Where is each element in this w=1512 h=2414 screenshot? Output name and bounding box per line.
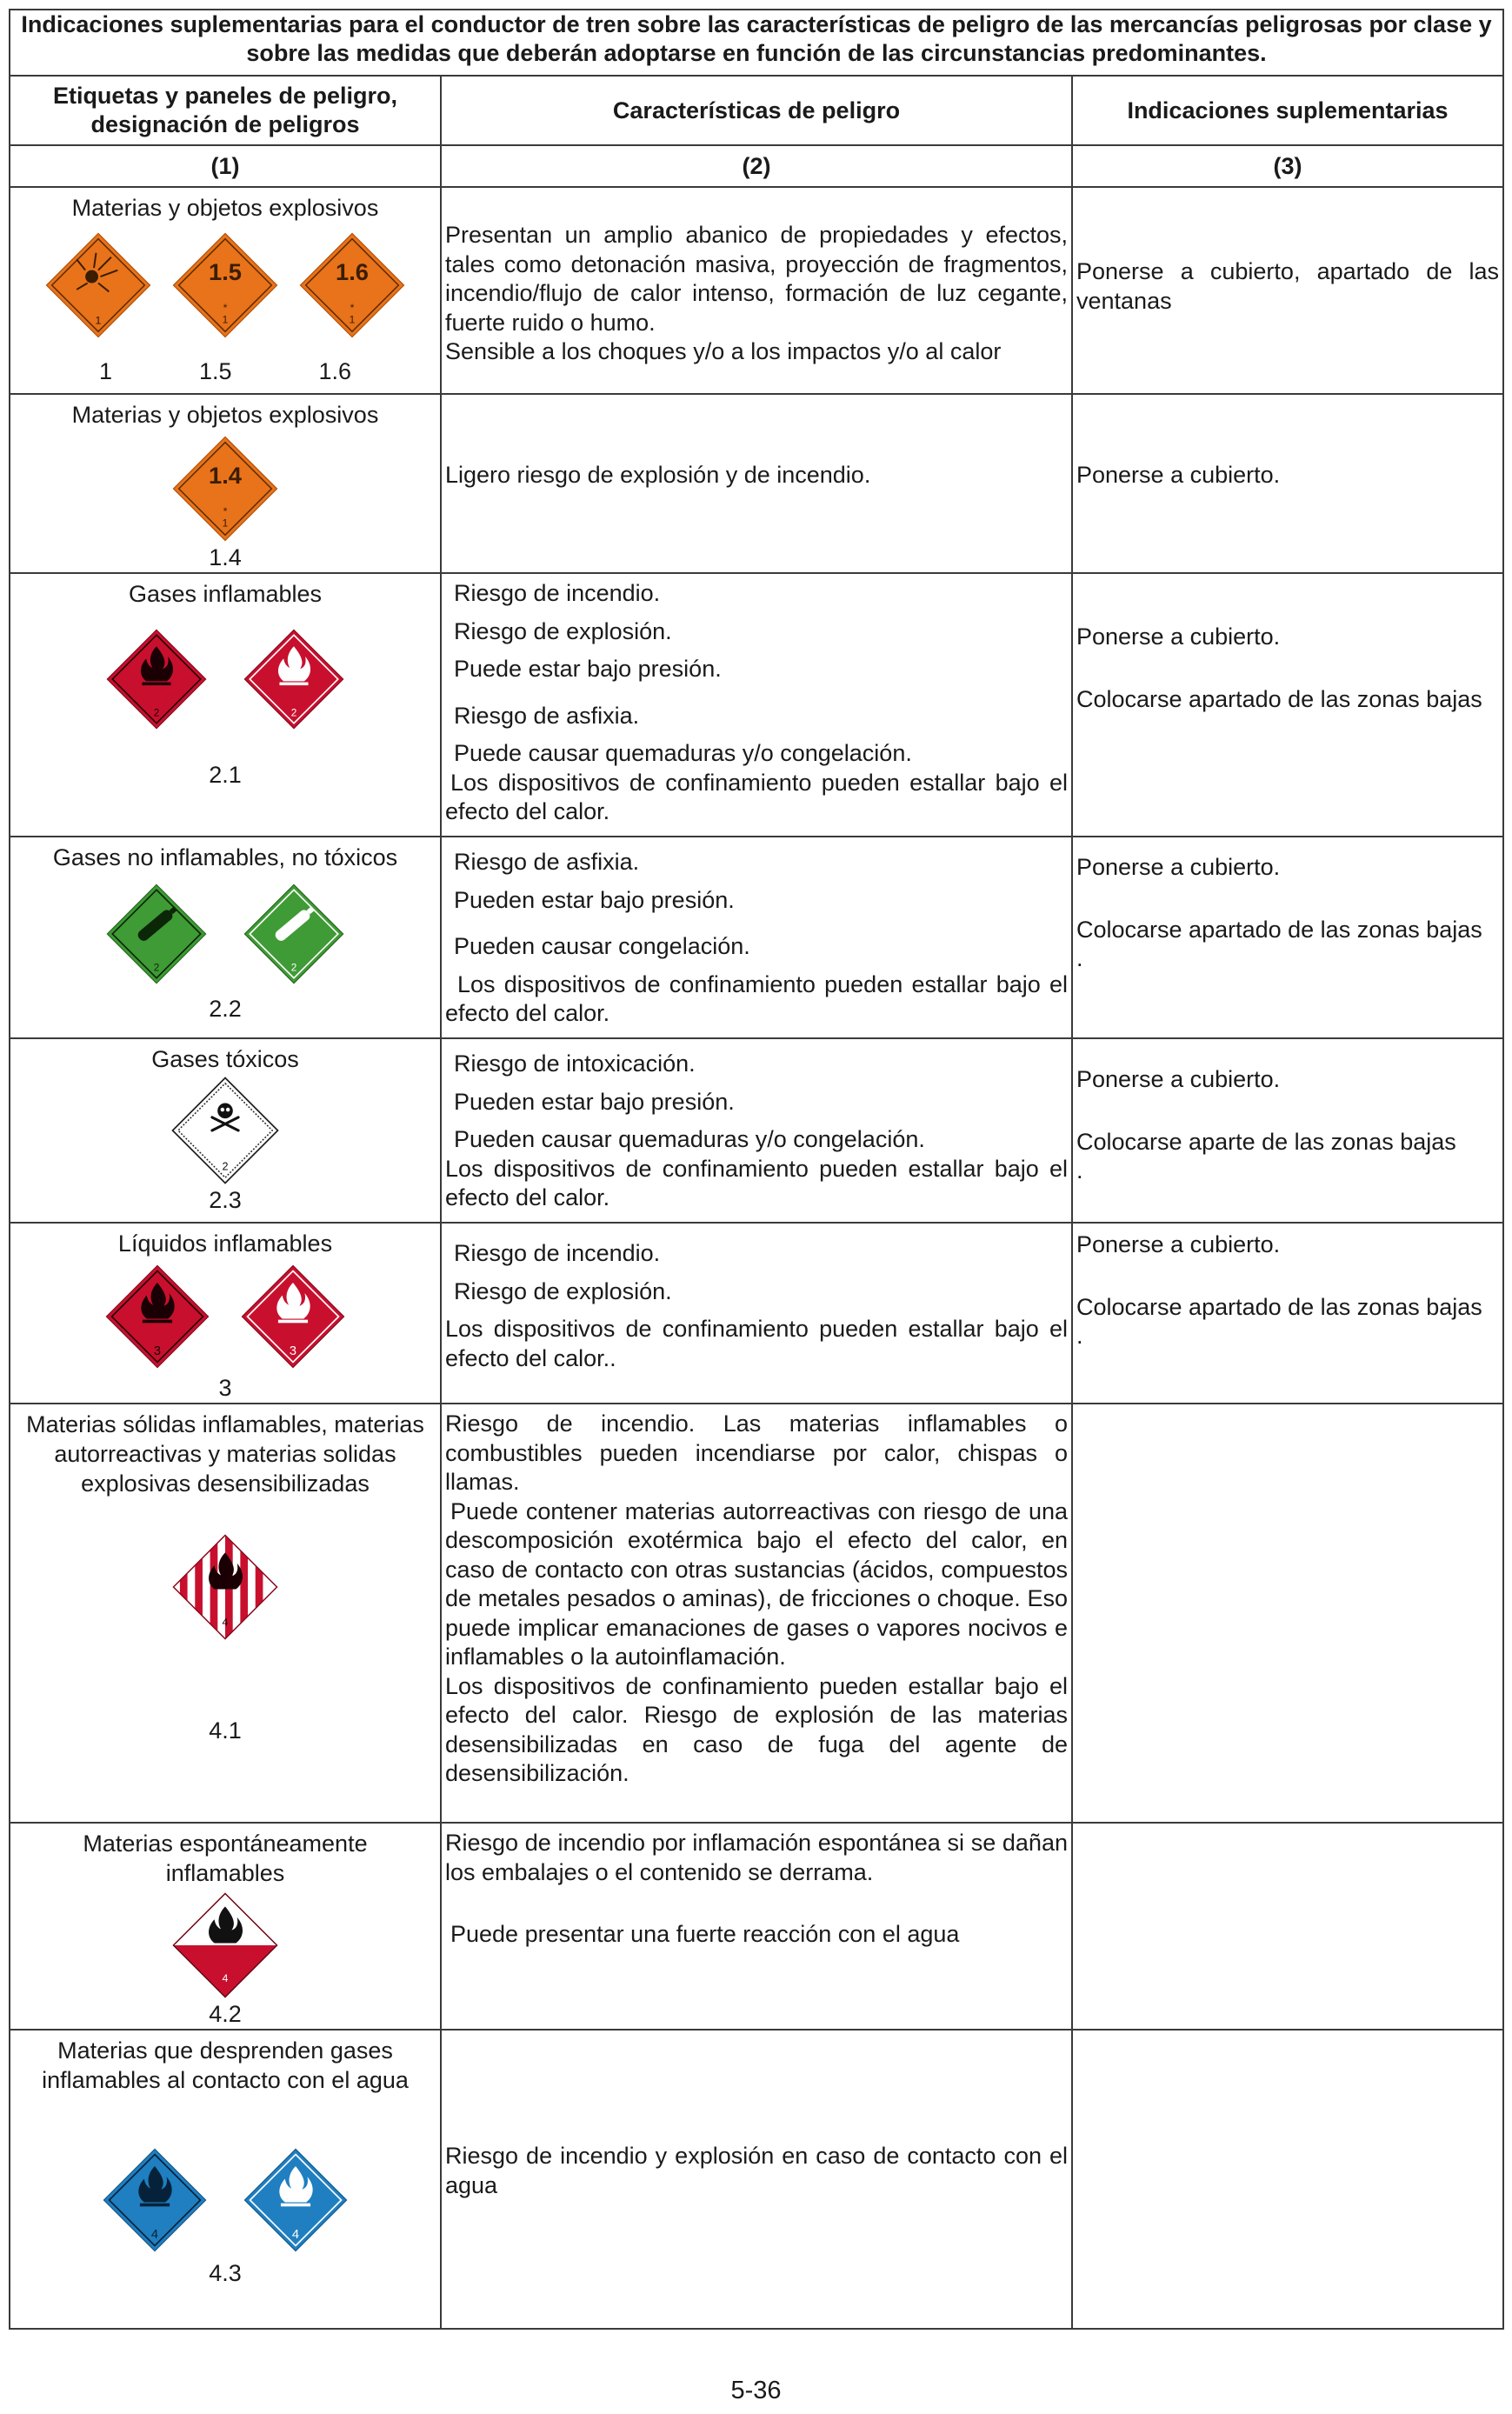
hazard-text: Riesgo de incendio. xyxy=(454,580,661,606)
class-name: Gases inflamables xyxy=(128,581,323,607)
hazard-text: Presentan un amplio abanico de propiedades y efectos, tales como detonación masiva, proyección de fragmentos, incendio/flujo de calor intenso, formación de luz cegante, fuerte ruido o humo. xyxy=(445,222,1068,336)
table-row xyxy=(10,2030,1503,2329)
svg-text:2: 2 xyxy=(153,962,160,974)
explosive-bomb-icon xyxy=(44,231,152,339)
table-row xyxy=(10,187,1503,394)
hazard-text: Ligero riesgo de explosión y de incendio. xyxy=(445,462,871,488)
hazard-text: Puede estar bajo presión. xyxy=(454,656,722,682)
table-row xyxy=(10,394,1503,573)
explosive-1-5-placard-icon xyxy=(171,231,279,339)
class-code: 1.4 xyxy=(209,544,242,570)
action-text: Colocarse apartado de las zonas bajas xyxy=(1076,685,1482,712)
svg-text:*: * xyxy=(350,301,355,314)
action-text: Ponerse a cubierto. xyxy=(1076,1066,1281,1092)
hazard-text: Riesgo de incendio por inflamación espontánea si se dañan los embalajes o el contenido se derrama. xyxy=(445,1830,1068,1885)
action-text: Ponerse a cubierto. xyxy=(1076,854,1281,880)
hazard-text: Riesgo de asfixia. xyxy=(454,702,640,729)
action-text: Colocarse aparte de las zonas bajas xyxy=(1076,1128,1456,1155)
class-name: Gases tóxicos xyxy=(151,1046,299,1072)
col-number-3: (3) xyxy=(1072,145,1503,187)
placard-division: 1.5 xyxy=(209,257,242,285)
hazard-text: Puede causar quemaduras y/o congelación. xyxy=(454,740,912,766)
svg-text:2: 2 xyxy=(153,707,160,719)
hazard-text: Puede presentar una fuerte reacción con el agua xyxy=(450,1921,960,1947)
table-row xyxy=(10,1404,1503,1823)
hazard-text: Pueden estar bajo presión. xyxy=(454,886,735,913)
hazard-text: Los dispositivos de confinamiento pueden estallar bajo el efecto del calor. xyxy=(445,1155,1068,1210)
placard-division: 1.6 xyxy=(336,257,369,285)
svg-text:4: 4 xyxy=(150,2227,159,2242)
class-code: 1 xyxy=(98,358,112,384)
svg-text:2: 2 xyxy=(290,707,297,719)
class-code: 4.2 xyxy=(209,2001,242,2027)
table-row xyxy=(10,573,1503,837)
class-code: 2.2 xyxy=(209,996,242,1022)
hazard-text: Sensible a los choques y/o a los impactos y/o al calor xyxy=(445,338,1002,364)
svg-text:2: 2 xyxy=(290,962,297,974)
hazard-text: Pueden estar bajo presión. xyxy=(454,1088,735,1115)
skull-crossbones-icon xyxy=(170,1076,280,1185)
class-name: Líquidos inflamables xyxy=(117,1230,333,1257)
gas-cylinder-white-icon xyxy=(243,883,345,985)
page-number: 5-36 xyxy=(730,2377,782,2404)
svg-text:1: 1 xyxy=(222,313,229,326)
hazard-text: Riesgo de incendio. Las materias inflamables o combustibles pueden incendiarse por calor, chispas o llamas. xyxy=(445,1410,1068,1495)
hazard-text: Pueden causar congelación. xyxy=(454,933,750,959)
hazard-text: Puede contener materias autorreactivas con riesgo de una descomposición exotérmica bajo el efecto del calor, en caso de contacto con otras sustancias (ácidos, compuestos de metales pesados o aminas), de fricciones o choque. Eso puede implicar emanaciones de gases o vapores nocivos e inflamables o la autoinflamación. xyxy=(445,1497,1068,1670)
gas-cylinder-dark-icon xyxy=(105,883,208,985)
class-code: 4.1 xyxy=(209,1717,242,1744)
svg-text:3: 3 xyxy=(153,1344,162,1358)
header-col2: Características de peligro xyxy=(441,76,1072,145)
hazard-text: Riesgo de intoxicación. xyxy=(454,1050,696,1077)
explosive-1-6-placard-icon xyxy=(298,231,406,339)
svg-text:*: * xyxy=(223,504,228,517)
class-name: Materias que desprenden gases inflamables al contacto con el agua xyxy=(42,2037,409,2093)
svg-text:4: 4 xyxy=(222,1972,229,1985)
header-col3: Indicaciones suplementarias xyxy=(1072,76,1503,145)
hazard-text: Los dispositivos de confinamiento pueden estallar bajo el efecto del calor.. xyxy=(445,1316,1068,1371)
action-text: Colocarse apartado de las zonas bajas xyxy=(1076,916,1482,943)
action-text: . xyxy=(1076,1157,1083,1184)
hazard-text: Riesgo de incendio. xyxy=(454,1240,661,1266)
svg-text:2: 2 xyxy=(222,1160,229,1173)
class-code: 1.5 xyxy=(198,358,232,384)
action-text: Ponerse a cubierto. xyxy=(1076,1231,1281,1257)
svg-text:*: * xyxy=(223,301,228,314)
flame-white-icon xyxy=(243,628,345,730)
hazard-text: Los dispositivos de confinamiento pueden estallar bajo el efecto del calor. xyxy=(445,769,1068,824)
hazard-text: Pueden causar quemaduras y/o congelación. xyxy=(454,1126,925,1152)
svg-text:1: 1 xyxy=(349,313,356,326)
class-name: Materias sólidas inflamables, materias autorreactivas y materias solidas explosivas desensibilizadas xyxy=(26,1411,424,1497)
flammable-solid-striped-icon xyxy=(171,1533,279,1641)
col-number-1: (1) xyxy=(10,145,441,187)
svg-text:4: 4 xyxy=(291,2227,300,2242)
class-code: 2.3 xyxy=(209,1187,242,1213)
action-text: Ponerse a cubierto. xyxy=(1076,462,1281,488)
table-row xyxy=(10,837,1503,1038)
action-text: Ponerse a cubierto. xyxy=(1076,624,1281,650)
hazard-text: Riesgo de incendio y explosión en caso de contacto con el agua xyxy=(445,2143,1068,2198)
placard-class-number: 1 xyxy=(95,314,102,327)
class-name: Gases no inflamables, no tóxicos xyxy=(52,844,398,870)
table-title: Indicaciones suplementarias para el conductor de tren sobre las características de peligro de las mercancías peligrosas por clase y sobre las medidas que deberán adoptarse en función de las circunstancias predominantes. xyxy=(10,10,1503,76)
hazard-text: Riesgo de asfixia. xyxy=(454,849,640,875)
header-col1: Etiquetas y paneles de peligro, designación de peligros xyxy=(10,76,441,145)
explosive-1-4-placard-icon xyxy=(171,435,279,543)
class-name: Materias y objetos explosivos xyxy=(71,402,379,428)
flammable-liquid-dark-icon xyxy=(104,1264,210,1370)
table-row xyxy=(10,1223,1503,1404)
action-text: Colocarse apartado de las zonas bajas xyxy=(1076,1293,1482,1320)
flammable-liquid-white-icon xyxy=(240,1264,346,1370)
class-name: Materias espontáneamente inflamables xyxy=(83,1831,368,1886)
hazard-text: Los dispositivos de confinamiento pueden estallar bajo el efecto del calor. Riesgo de explosión de las materias desensibilizadas en caso de fuga del agente de desensibilización. xyxy=(445,1672,1068,1786)
hazard-text: Los dispositivos de confinamiento pueden estallar bajo el efecto del calor. xyxy=(445,970,1068,1026)
action-text: . xyxy=(1076,1323,1083,1349)
svg-text:1: 1 xyxy=(222,517,229,530)
placard-division: 1.4 xyxy=(209,461,242,489)
class-code: 3 xyxy=(218,1375,232,1401)
class-name: Materias y objetos explosivos xyxy=(71,195,379,221)
class-code: 2.1 xyxy=(209,762,242,788)
svg-text:3: 3 xyxy=(289,1344,297,1358)
table-row xyxy=(10,1038,1503,1223)
action-text: Ponerse a cubierto, apartado de las ventanas xyxy=(1076,258,1500,314)
water-reactive-white-icon xyxy=(243,2147,349,2253)
class-code: 4.3 xyxy=(209,2260,242,2286)
col-number-2: (2) xyxy=(441,145,1072,187)
hazard-table xyxy=(9,9,1504,2330)
flame-dark-icon xyxy=(105,628,208,730)
hazard-text: Riesgo de explosión. xyxy=(454,617,672,644)
hazard-text: Riesgo de explosión. xyxy=(454,1277,672,1304)
action-text: . xyxy=(1076,945,1083,971)
water-reactive-dark-icon xyxy=(102,2147,208,2253)
class-code: 1.6 xyxy=(318,358,352,384)
table-row xyxy=(10,1823,1503,2030)
svg-text:4: 4 xyxy=(222,1616,229,1629)
spontaneous-combustion-icon xyxy=(171,1891,279,1999)
